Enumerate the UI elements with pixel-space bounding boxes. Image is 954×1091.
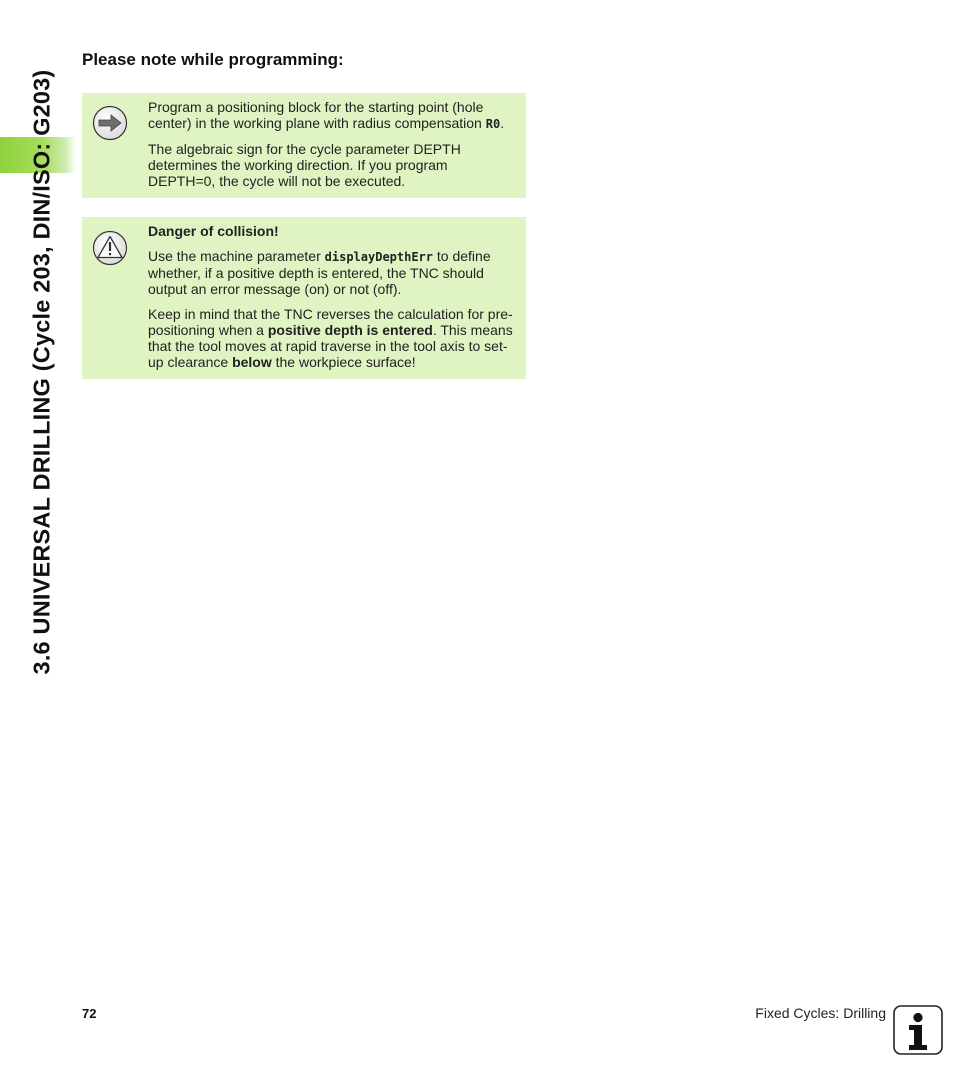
section-side-title: 3.6 UNIVERSAL DRILLING (Cycle 203, DIN/ISO: G203) [28,69,55,675]
code-display-depth-err: displayDepthErr [324,250,434,264]
warning-box [82,217,526,379]
warning-paragraph-1: Use the machine parameter displayDepthErr to define whether, if a positive depth is entered, the TNC should output an error message (on) or not (off). [148,248,491,297]
note-paragraph-2: The algebraic sign for the cycle parameter DEPTH determines the working direction. If you program DEPTH=0, the cycle will not be executed. [148,141,461,189]
code-r0: R0 [485,117,501,131]
warning-title: Danger of collision! [148,223,279,239]
footer-section-title: Fixed Cycles: Drilling [755,1005,886,1021]
note-paragraph-1: Program a positioning block for the starting point (hole center) in the working plane with radius compensation R0. [148,99,505,131]
warning-triangle-icon [92,230,128,266]
page-heading: Please note while programming: [82,50,344,69]
arrow-right-icon [92,105,128,141]
info-icon [893,1005,943,1055]
note-box [82,93,526,198]
warning-paragraph-2: Keep in mind that the TNC reverses the calculation for pre-positioning when a positive depth is entered. This means that the tool moves at rapid traverse in the tool axis to set-up clearance below the workpiece surface! [148,306,513,370]
page-number: 72 [82,1006,97,1021]
